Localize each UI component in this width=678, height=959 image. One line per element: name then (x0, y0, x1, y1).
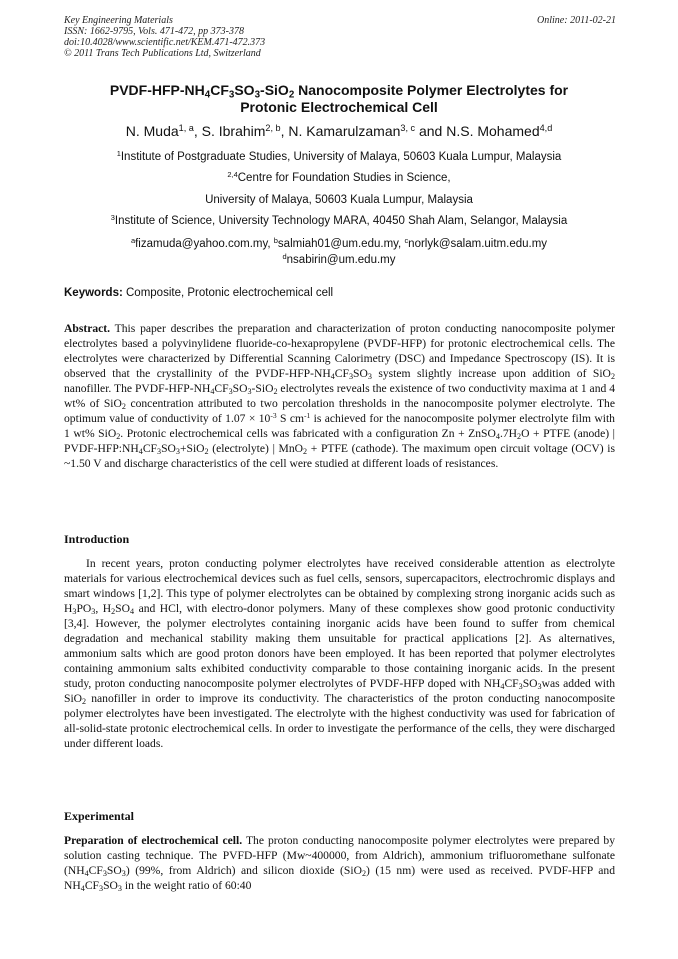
intro-sub: 4 (130, 607, 135, 617)
abstract-sub: 3 (348, 372, 354, 382)
exp-sub: 4 (80, 884, 85, 894)
abstract-sub: 2 (273, 387, 278, 397)
author-list (60, 123, 618, 140)
abstract-text: concentration attributed to two percolation thresholds in the nanocomposite polymer electrolyte. The optimum value of conductivity of 1.07 × 10 (64, 397, 616, 425)
title-sub: 4 (204, 89, 211, 101)
intro-text: and HCl, with electro-donor polymers. Many of these complexes show good protonic conductivity [3,4]. However, the polymer electrolytes containing inorganic acids have been found to suffer from chemical degradation and mechanical stability making them unsuitable for practical applications [2]. As alternatives, ammonium salts which are good proton donors have been employed. It has been reported that polymer electrolytes containing ammonium salts exhibited conductivity comparable to those containing inorganic acids. In the present study, proton conducting nanocomposite polymer electrolytes of PVDF-HFP doped with NH (64, 602, 615, 690)
keywords-label: Keywords: (64, 287, 123, 299)
email-line-2 (60, 253, 618, 267)
aff-text: Institute of Postgraduate Studies, University of Malaya, 50603 Kuala Lumpur, Malaysia (120, 151, 562, 163)
abstract-sup: -1 (303, 410, 311, 420)
journal-copyright: © 2011 Trans Tech Publications Ltd, Switzerland (64, 48, 261, 59)
abstract-text: system slightly increase upon addition of SiO (371, 367, 611, 380)
email-sup: c (404, 235, 409, 245)
aff-text: Centre for Foundation Studies in Science, (237, 172, 451, 184)
exp-sub: 4 (84, 869, 89, 879)
journal-issn: ISSN: 1662-9795, Vols. 471-472, pp 373-378 (64, 26, 244, 37)
abstract-text: CF (142, 442, 157, 455)
title-part: CF (210, 82, 229, 98)
affiliation-2-cont (60, 193, 618, 207)
email-line-1 (60, 237, 618, 251)
abstract-sub: 3 (367, 372, 372, 382)
title-line-2: Protonic Electrochemical Cell (240, 99, 438, 115)
abstract-sub: 2 (517, 432, 522, 442)
experimental-heading: Experimental (64, 809, 134, 823)
online-date: Online: 2011-02-21 (537, 15, 616, 26)
exp-sub: 3 (102, 869, 107, 879)
intro-text: SO (115, 602, 130, 615)
abstract-text: -SiO (251, 382, 274, 395)
intro-sub: 3 (518, 682, 523, 692)
exp-text: CF (84, 879, 99, 892)
author-sup: 2, b (265, 123, 281, 133)
title-part: -SiO (260, 82, 289, 98)
title-sub: 3 (254, 89, 261, 101)
intro-text: In recent years, proton conducting polymer electrolytes have received considerable attention as electrolyte materials for various electrochemical devices such as fuel cells, sensors, supercapacitors, electrochromic displays and smart windows [1,2]. This type of polymer electrolytes can be obtained by complexing strong inorganic acids such as H (64, 557, 615, 615)
title-sub: 2 (288, 89, 295, 101)
exp-text: in the weight ratio of 60:40 (121, 879, 252, 892)
abstract-sub: 4 (330, 372, 335, 382)
intro-sub: 3 (537, 682, 542, 692)
abstract-text: +SiO (179, 442, 205, 455)
email-link[interactable]: norlyk@salam.uitm.edu.my (408, 238, 548, 250)
intro-sub: 2 (82, 697, 87, 707)
intro-sub: 2 (111, 607, 116, 617)
exp-text: ) (99%, from Aldrich) and silicon dioxide (SiO (125, 864, 362, 877)
journal-doi: doi:10.4028/www.scientific.net/KEM.471-472.373 (64, 37, 266, 48)
email-sup: d (282, 251, 287, 261)
aff-sup: 2,4 (227, 169, 238, 179)
title-part: SO (234, 82, 255, 98)
email-link[interactable]: nsabirin@um.edu.my (286, 254, 396, 266)
abstract-sub: 3 (157, 447, 162, 457)
author-name: N. Muda (125, 123, 179, 139)
author-name: and N.S. Mohamed (415, 123, 540, 139)
abstract-sub: 4 (495, 432, 500, 442)
affiliation-1 (60, 150, 618, 164)
experimental-subheading: Preparation of electrochemical cell. (64, 834, 243, 847)
abstract-text: electrolytes reveals the existence of two conductivity maxima at 1 and 4 wt% of SiO (64, 382, 615, 410)
author-name: , N. Kamarulzaman (280, 123, 401, 139)
abstract-text: + PTFE (cathode). The maximum open circuit voltage (OCV) is ~1.50 V and discharge characteristics of the cell were studied at different loads of resistances. (64, 442, 615, 470)
author-name: , S. Ibrahim (193, 123, 266, 139)
abstract-sub: 2 (303, 447, 308, 457)
abstract-sub: 4 (138, 447, 143, 457)
exp-text: The proton conducting nanocomposite polymer electrolytes were prepared by solution casting technique. The PVFD-HFP (Mw~400000, from Aldrich), ammonium trifluoromethane sulfonate (NH (64, 834, 615, 877)
exp-text: ) (15 nm) were used as received. PVDF-HFP and NH (64, 864, 615, 892)
abstract-text: .7H (499, 427, 518, 440)
abstract-sub: 2 (116, 432, 121, 442)
author-sup: 3, c (400, 123, 416, 133)
author-sup: 4,d (539, 123, 553, 133)
intro-text: PO (76, 602, 92, 615)
intro-text: was added with SiO (64, 677, 615, 705)
affiliation-2 (60, 171, 618, 185)
abstract-text: SO (232, 382, 248, 395)
abstract-text: O + PTFE (anode) | PVDF-HFP:NH (64, 427, 615, 455)
abstract-text: (electrolyte) | MnO (208, 442, 304, 455)
abstract-text: CF (334, 367, 349, 380)
keywords-text: Composite, Protonic electrochemical cell (122, 287, 334, 299)
exp-text: SO (106, 864, 122, 877)
exp-sub: 3 (121, 869, 126, 879)
abstract-sub: 2 (121, 402, 126, 412)
journal-header (64, 15, 616, 59)
intro-text: nanofiller in order to improve its conductivity. The characteristics of the proton conducting nanocomposite polymer electrolytes have been investigated. The electrolyte with the highest conductivity was used for fabrication of all-solid-state protonic electrochemical cells. In order to investigate the performance of the cells, they were discharged under different loads. (64, 692, 615, 750)
intro-text: , H (95, 602, 112, 615)
title-part: PVDF-HFP-NH (109, 82, 205, 98)
email-link[interactable]: salmiah01@um.edu.my, (277, 238, 405, 250)
title-sub: 3 (228, 89, 235, 101)
email-link[interactable]: fizamuda@yahoo.com.my, (135, 238, 274, 250)
abstract-text: nanofiller. The PVDF-HFP-NH (64, 382, 211, 395)
abstract-sup: -3 (270, 410, 277, 420)
affiliation-3 (60, 214, 618, 228)
abstract-sub: 2 (610, 372, 615, 382)
exp-text: CF (88, 864, 103, 877)
email-sup: a (130, 235, 136, 245)
introduction-heading: Introduction (64, 532, 130, 546)
abstract-text: . Protonic electrochemical cells was fabricated with a configuration Zn + ZnSO (120, 427, 496, 440)
aff-text: University of Malaya, 50603 Kuala Lumpur, Malaysia (205, 194, 473, 206)
paper-title (60, 82, 618, 116)
introduction-body (64, 556, 615, 751)
keywords (64, 286, 616, 300)
abstract-sub: 3 (175, 447, 180, 457)
abstract-sub: 4 (210, 387, 215, 397)
intro-sub: 4 (500, 682, 505, 692)
intro-text: CF (504, 677, 519, 690)
journal-name: Key Engineering Materials (64, 15, 173, 26)
aff-sup: 3 (110, 212, 115, 222)
experimental-body (64, 833, 615, 893)
intro-sub: 3 (91, 607, 96, 617)
abstract-text: This paper describes the preparation and characterization of proton conducting nanocomposite polymer electrolytes based a polyvinylidene fluoride-co-hexapropylene (PVDF-HFP) for protonic electrochemical cells. The electrolytes were characterized by Differential Scanning Calorimetry (DSC) and Impedance Spectroscopy (IS). It is observed that the crystallinity of the PVDF-HFP-NH (64, 322, 615, 380)
author-sup: 1, a (178, 123, 194, 133)
abstract-sub: 3 (247, 387, 252, 397)
abstract-text: is achieved for the nanocomposite polymer electrolyte film with 1 wt% SiO (64, 412, 615, 440)
exp-sub: 3 (117, 884, 122, 894)
aff-text: Institute of Science, University Technology MARA, 40450 Shah Alam, Selangor, Malaysia (114, 215, 568, 227)
abstract-label: Abstract. (64, 322, 111, 335)
aff-sup: 1 (116, 148, 121, 158)
exp-sub: 2 (361, 869, 367, 879)
intro-sub: 3 (72, 607, 77, 617)
abstract-text: SO (161, 442, 176, 455)
email-sup: b (273, 235, 278, 245)
abstract-sub: 2 (204, 447, 209, 457)
intro-text: SO (522, 677, 538, 690)
abstract (64, 321, 615, 471)
abstract-sub: 3 (228, 387, 233, 397)
abstract-text: S cm (276, 412, 304, 425)
title-part: Nanocomposite Polymer Electrolytes for (294, 82, 569, 98)
abstract-text: SO (353, 367, 368, 380)
abstract-text: CF (214, 382, 229, 395)
exp-text: SO (103, 879, 118, 892)
exp-sub: 3 (99, 884, 104, 894)
